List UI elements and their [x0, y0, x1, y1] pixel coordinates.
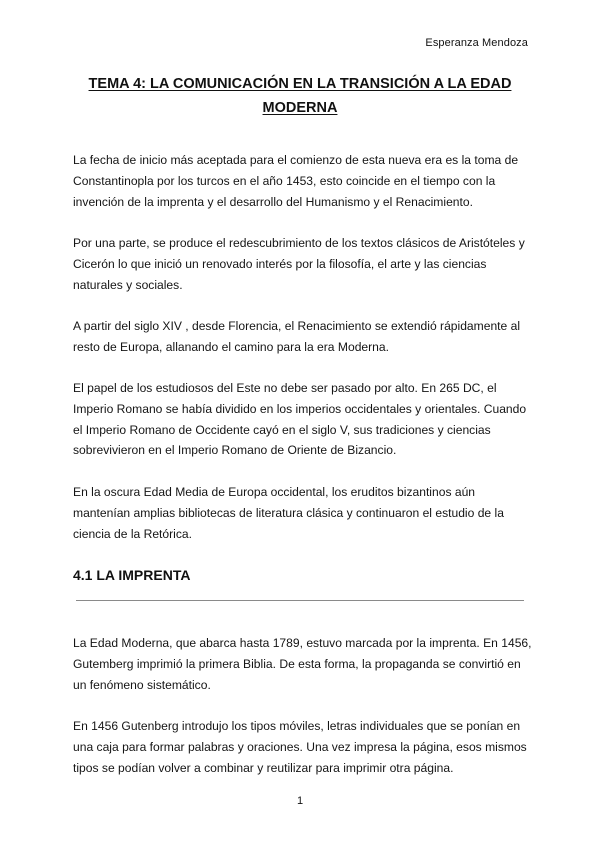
document-title: TEMA 4: LA COMUNICACIÓN EN LA TRANSICIÓN A LA EDAD MODERNA — [88, 76, 512, 116]
header-author: Esperanza Mendoza — [425, 37, 528, 49]
section-paragraph-1: La Edad Moderna, que abarca hasta 1789, estuvo marcada por la imprenta. En 1456, Gutemberg imprimió la primera Biblia. De esta forma, la propaganda se convirtió en un fenómeno sistemático. — [73, 636, 532, 692]
intro-paragraph-5: En la oscura Edad Media de Europa occidental, los eruditos bizantinos aún mantenían amplias bibliotecas de literatura clásica y continuaron el estudio de la ciencia de la Retórica. — [73, 485, 504, 541]
page-number: 1 — [296, 795, 304, 807]
section-paragraph-2: En 1456 Gutenberg introdujo los tipos móviles, letras individuales que se ponían en una caja para formar palabras y oraciones. Una vez impresa la página, esos mismos tipos se podían volver a combinar y reutilizar para imprimir otra página. — [73, 719, 527, 775]
section-heading-imprenta: 4.1 LA IMPRENTA — [73, 567, 191, 583]
intro-paragraph-1: La fecha de inicio más aceptada para el comienzo de esta nueva era es la toma de Constantinopla por los turcos en el año 1453, esto coincide en el tiempo con la invención de la imprenta y el desarrollo del Humanismo y el Renacimiento. — [73, 153, 519, 209]
intro-paragraph-3: A partir del siglo XIV , desde Florencia, el Renacimiento se extendió rápidamente al resto de Europa, allanando el camino para la era Moderna. — [73, 319, 521, 354]
section-divider — [76, 600, 524, 601]
intro-paragraph-4: El papel de los estudiosos del Este no debe ser pasado por alto. En 265 DC, el Imperio Romano se había dividido en los imperios occidentales y orientales. Cuando el Imperio Romano de Occidente cayó en el siglo V, sus tradiciones y ciencias sobrevivieron en el Imperio Romano de Oriente de Bizancio. — [73, 381, 527, 458]
intro-paragraph-2: Por una parte, se produce el redescubrimiento de los textos clásicos de Aristóteles y Cicerón lo que inició un renovado interés por la filosofía, el arte y las ciencias naturales y sociales. — [73, 236, 525, 292]
